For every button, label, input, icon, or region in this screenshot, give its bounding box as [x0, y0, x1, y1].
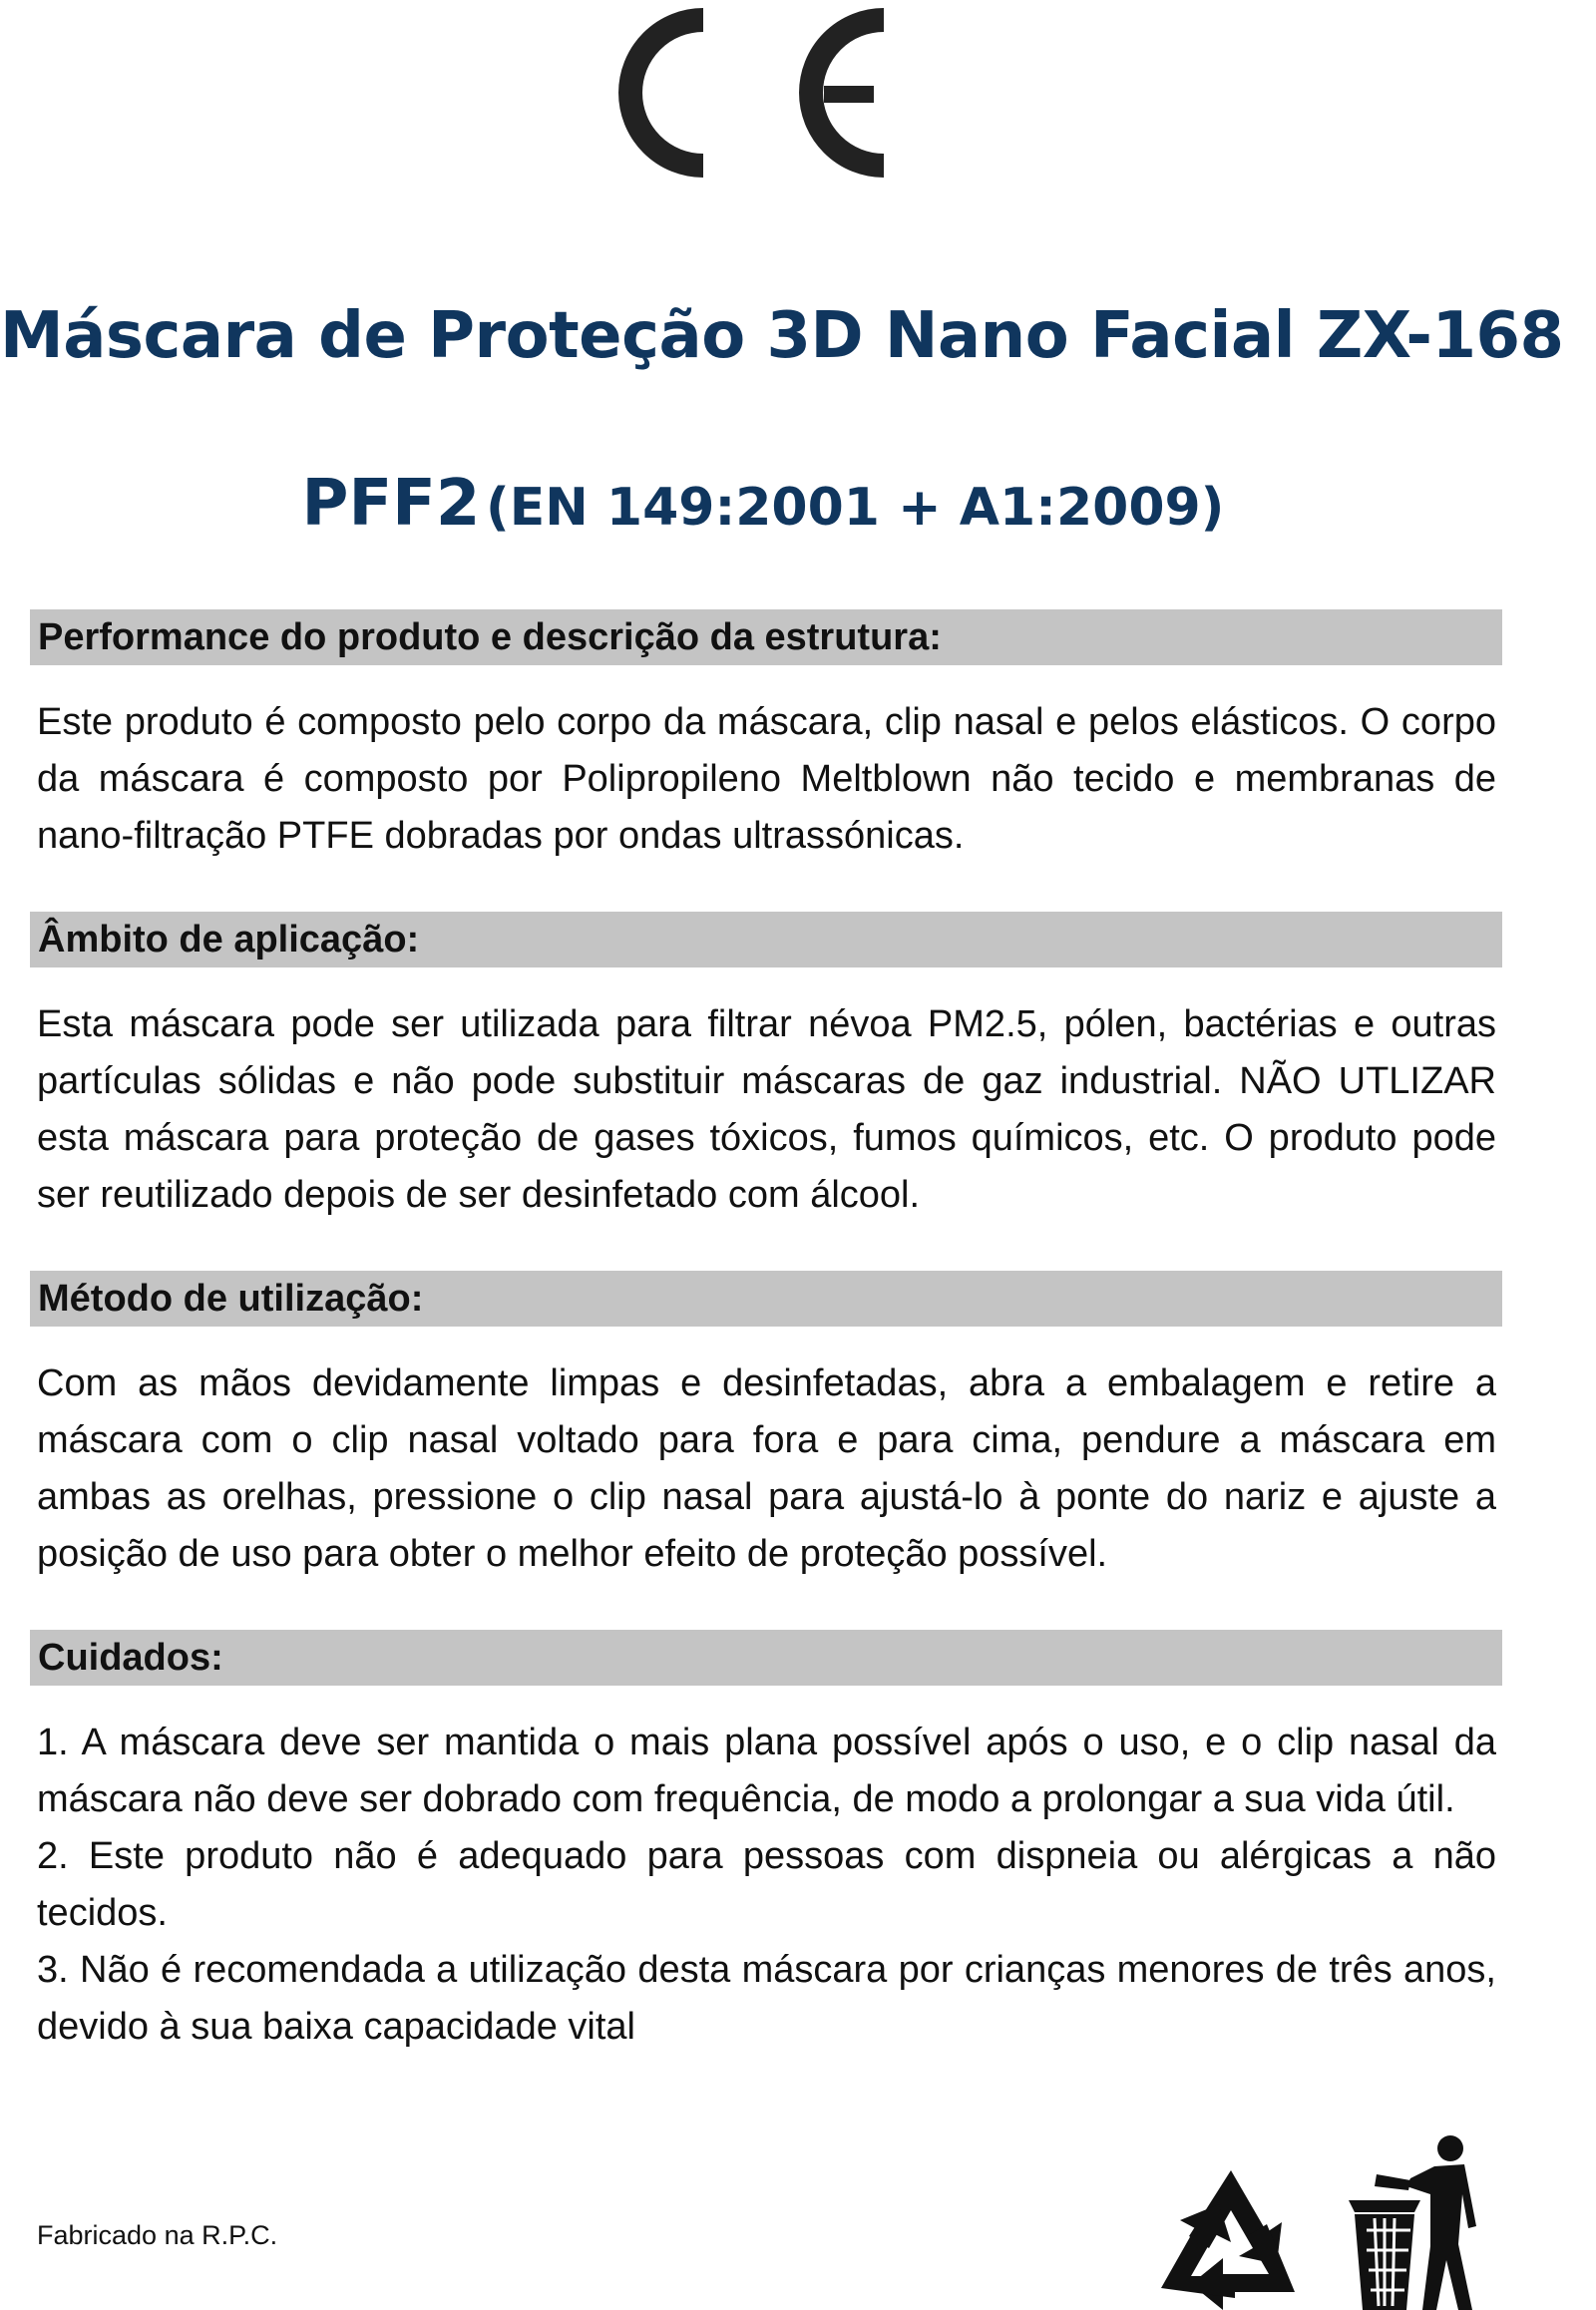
tidy-man-bin-icon: [1327, 2134, 1496, 2310]
section-body-metodo: [37, 1355, 1496, 1583]
paragraph: Este produto é composto pelo corpo da máscara, clip nasal e pelos elásticos. O corpo da máscara é composto por Polipropileno Meltblown não tecido e membranas de nano-filtração PTFE dobradas por ondas ultrassónicas.: [37, 701, 1496, 857]
section-header-cuidados: Cuidados:: [30, 1630, 1502, 1686]
paragraph: Com as mãos devidamente limpas e desinfetadas, abra a embalagem e retire a máscara com o clip nasal voltado para fora e para cima, pendure a máscara em ambas as orelhas, pressione o clip nasal para ajustá-lo à ponte do nariz e ajuste a posição de uso para obter o melhor efeito de proteção possível.: [37, 1362, 1496, 1575]
section-header-performance: Performance do produto e descrição da estrutura:: [30, 609, 1502, 665]
section-header-ambito: Âmbito de aplicação:: [30, 912, 1502, 967]
page-title: Máscara de Proteção 3D Nano Facial ZX-168: [0, 299, 1564, 373]
product-standard: [0, 467, 1526, 541]
ce-mark-icon: [610, 0, 886, 186]
recycle-icon: [1145, 2160, 1317, 2310]
section-body-ambito: [37, 996, 1496, 1224]
care-item-2: 2. Este produto não é adequado para pessoas com dispneia ou alérgicas a não tecidos.: [37, 1835, 1496, 1934]
section-body-cuidados: [37, 1715, 1496, 2056]
care-item-1: 1. A máscara deve ser mantida o mais plana possível após o uso, e o clip nasal da máscara não deve ser dobrado com frequência, de modo a prolongar a sua vida útil.: [37, 1722, 1496, 1820]
section-body-performance: [37, 694, 1496, 865]
protection-class: PFF2: [301, 467, 481, 541]
care-item-3: 3. Não é recomendada a utilização desta máscara por crianças menores de três anos, devido à sua baixa capacidade vital: [37, 1949, 1496, 2048]
origin-note: Fabricado na R.P.C.: [37, 2220, 278, 2250]
section-header-metodo: Método de utilização:: [30, 1271, 1502, 1327]
paragraph: Esta máscara pode ser utilizada para filtrar névoa PM2.5, pólen, bactérias e outras partículas sólidas e não pode substituir máscaras de gaz industrial. NÃO UTLIZAR esta máscara para proteção de gases tóxicos, fumos químicos, etc. O produto pode ser reutilizado depois de ser desinfetado com álcool.: [37, 1003, 1496, 1216]
standard-reference: (EN 149:2001 + A1:2009): [485, 478, 1225, 538]
